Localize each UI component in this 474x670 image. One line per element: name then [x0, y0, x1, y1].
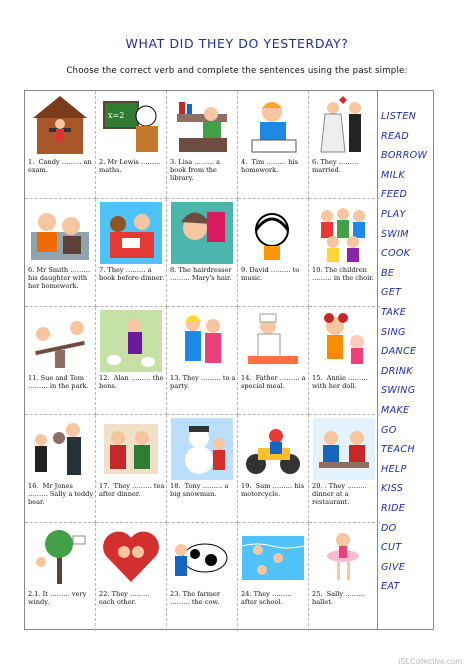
- verb-option: SWING: [381, 385, 416, 397]
- tea-icon: [100, 418, 162, 480]
- homework-icon: [242, 94, 304, 156]
- exercise-item: [167, 91, 238, 199]
- verb-option: KISS: [381, 483, 404, 495]
- verb-option: DANCE: [381, 346, 417, 358]
- chef-icon: [242, 310, 304, 372]
- choir-icon: [313, 202, 375, 264]
- verb-option: SING: [381, 326, 406, 338]
- exercise-item: [25, 415, 96, 523]
- instructions: Choose the correct verb and complete the sentences using the past simple:: [66, 66, 408, 76]
- exercise-item: [25, 199, 96, 307]
- cow-icon: [171, 526, 233, 588]
- svg-text:x=2: x=2: [108, 111, 125, 120]
- exercise-sentence: 2.1. It ……… very windy.: [28, 590, 89, 607]
- exercise-item: [309, 307, 380, 415]
- exercise-sentence: 12. Alan ……… the hens.: [99, 374, 166, 391]
- exercise-sentence: 1. Candy ……… an exam.: [28, 158, 94, 175]
- verb-option: HELP: [381, 463, 407, 475]
- exercise-sentence: 10. The children ……… in the choir.: [312, 266, 374, 283]
- exercise-item: [167, 415, 238, 523]
- verb-option: BORROW: [381, 150, 428, 162]
- exercise-sentence: 16. Mr Jones ……… Sally a teddy bear.: [28, 482, 96, 507]
- music-icon: [242, 202, 304, 264]
- exercise-item: [96, 91, 167, 199]
- exercise-sentence: 15. Annie ……… with her doll.: [312, 374, 370, 391]
- exercise-sentence: 2. Mr Lewis ……… maths.: [99, 158, 163, 175]
- exercise-sentence: 20. . They ……… dinner at a restaurant.: [312, 482, 370, 507]
- verb-option: TEACH: [381, 444, 415, 456]
- exercise-sentence: 24. They ……… after school.: [241, 590, 294, 607]
- verb-option: BE: [381, 267, 395, 279]
- verb-option: MILK: [381, 169, 405, 181]
- exercise-item: [96, 199, 167, 307]
- hairdresser-icon: [171, 202, 233, 264]
- exercise-sentence: 19. Sam ……… his motorcycle.: [241, 482, 307, 499]
- verb-option: TAKE: [381, 307, 407, 318]
- verb-option: GET: [381, 287, 402, 299]
- exercise-sentence: 4. Tim ……… his homework.: [241, 158, 301, 175]
- exercise-sentence: 3. Lisa ……… a book from the library.: [170, 158, 223, 183]
- exercise-item: [309, 415, 380, 523]
- exercise-item: [309, 91, 380, 199]
- exercise-grid: [24, 90, 378, 630]
- exercise-item: [309, 199, 380, 307]
- verb-option: FEED: [381, 189, 408, 201]
- reading-icon: [100, 202, 162, 264]
- teddy-icon: [29, 418, 91, 480]
- exercise-item: [238, 415, 309, 523]
- verb-option: CUT: [381, 542, 402, 554]
- library-icon: [171, 94, 233, 156]
- exam-icon: [29, 94, 91, 156]
- snowman-icon: [171, 418, 233, 480]
- exercise-item: [25, 523, 96, 631]
- verb-option: LISTEN: [381, 111, 417, 122]
- verb-list: [378, 90, 434, 630]
- exercise-item: [238, 523, 309, 631]
- exercise-sentence: 14. Father ……… a special meal.: [241, 374, 308, 391]
- exercise-sentence: 25. Sally ……… ballet.: [312, 590, 368, 607]
- doll-icon: [313, 310, 375, 372]
- page-title: WHAT DID THEY DO YESTERDAY?: [125, 36, 349, 51]
- exercise-sentence: 6. Mr Smith ……… his daughter with her homework.: [28, 266, 93, 291]
- motorcycle-icon: [242, 418, 304, 480]
- verb-option: EAT: [381, 581, 400, 593]
- swimming-icon: [242, 526, 304, 588]
- exercise-item: [238, 91, 309, 199]
- verb-option: GO: [381, 424, 397, 436]
- windy-icon: [29, 526, 91, 588]
- verb-option: RIDE: [381, 503, 406, 514]
- exercise-sentence: 6. They ……… married.: [312, 158, 361, 175]
- verb-option: SWIM: [381, 228, 409, 240]
- exercise-item: [96, 523, 167, 631]
- exercise-item: [238, 307, 309, 415]
- exercise-item: [167, 523, 238, 631]
- verb-option: DO: [381, 522, 397, 534]
- verb-option: MAKE: [381, 405, 410, 416]
- exercise-item: [167, 307, 238, 415]
- exercise-item: [238, 199, 309, 307]
- love-icon: [100, 526, 162, 588]
- exercise-sentence: 23. The farmer ……… the cow.: [170, 590, 223, 607]
- restaurant-icon: [313, 418, 375, 480]
- teacher-icon: [100, 94, 162, 156]
- exercise-sentence: 8. The hairdresser ……… Mary's hair.: [170, 266, 234, 283]
- footer-watermark: iSLCollective.com: [398, 657, 462, 666]
- exercise-sentence: 22. They ……… each other.: [99, 590, 152, 607]
- seesaw-icon: [29, 310, 91, 372]
- exercise-item: [96, 415, 167, 523]
- exercise-sentence: 17. They ……… tea after dinner.: [99, 482, 167, 499]
- verb-option: DRINK: [381, 365, 413, 377]
- exercise-item: [96, 307, 167, 415]
- wedding-icon: [313, 94, 375, 156]
- party-icon: [171, 310, 233, 372]
- verb-option: COOK: [381, 248, 411, 260]
- exercise-item: [25, 91, 96, 199]
- verb-option: READ: [381, 130, 409, 142]
- hens-icon: [100, 310, 162, 372]
- exercise-item: [309, 523, 380, 631]
- exercise-item: [167, 199, 238, 307]
- exercise-sentence: 13. They ……… to a party.: [170, 374, 238, 391]
- exercise-item: [25, 307, 96, 415]
- exercise-sentence: 9. David ……… to music.: [241, 266, 302, 283]
- ballet-icon: [313, 526, 375, 588]
- helping-icon: [29, 202, 91, 264]
- exercise-sentence: 7. They ……… a book before dinner.: [99, 266, 165, 283]
- exercise-sentence: 11. Sue and Tom ……… in the park.: [28, 374, 89, 391]
- verb-option: PLAY: [381, 209, 406, 220]
- verb-option: GIVE: [381, 561, 406, 573]
- exercise-sentence: 18. Tony ……… a big snowman.: [170, 482, 231, 499]
